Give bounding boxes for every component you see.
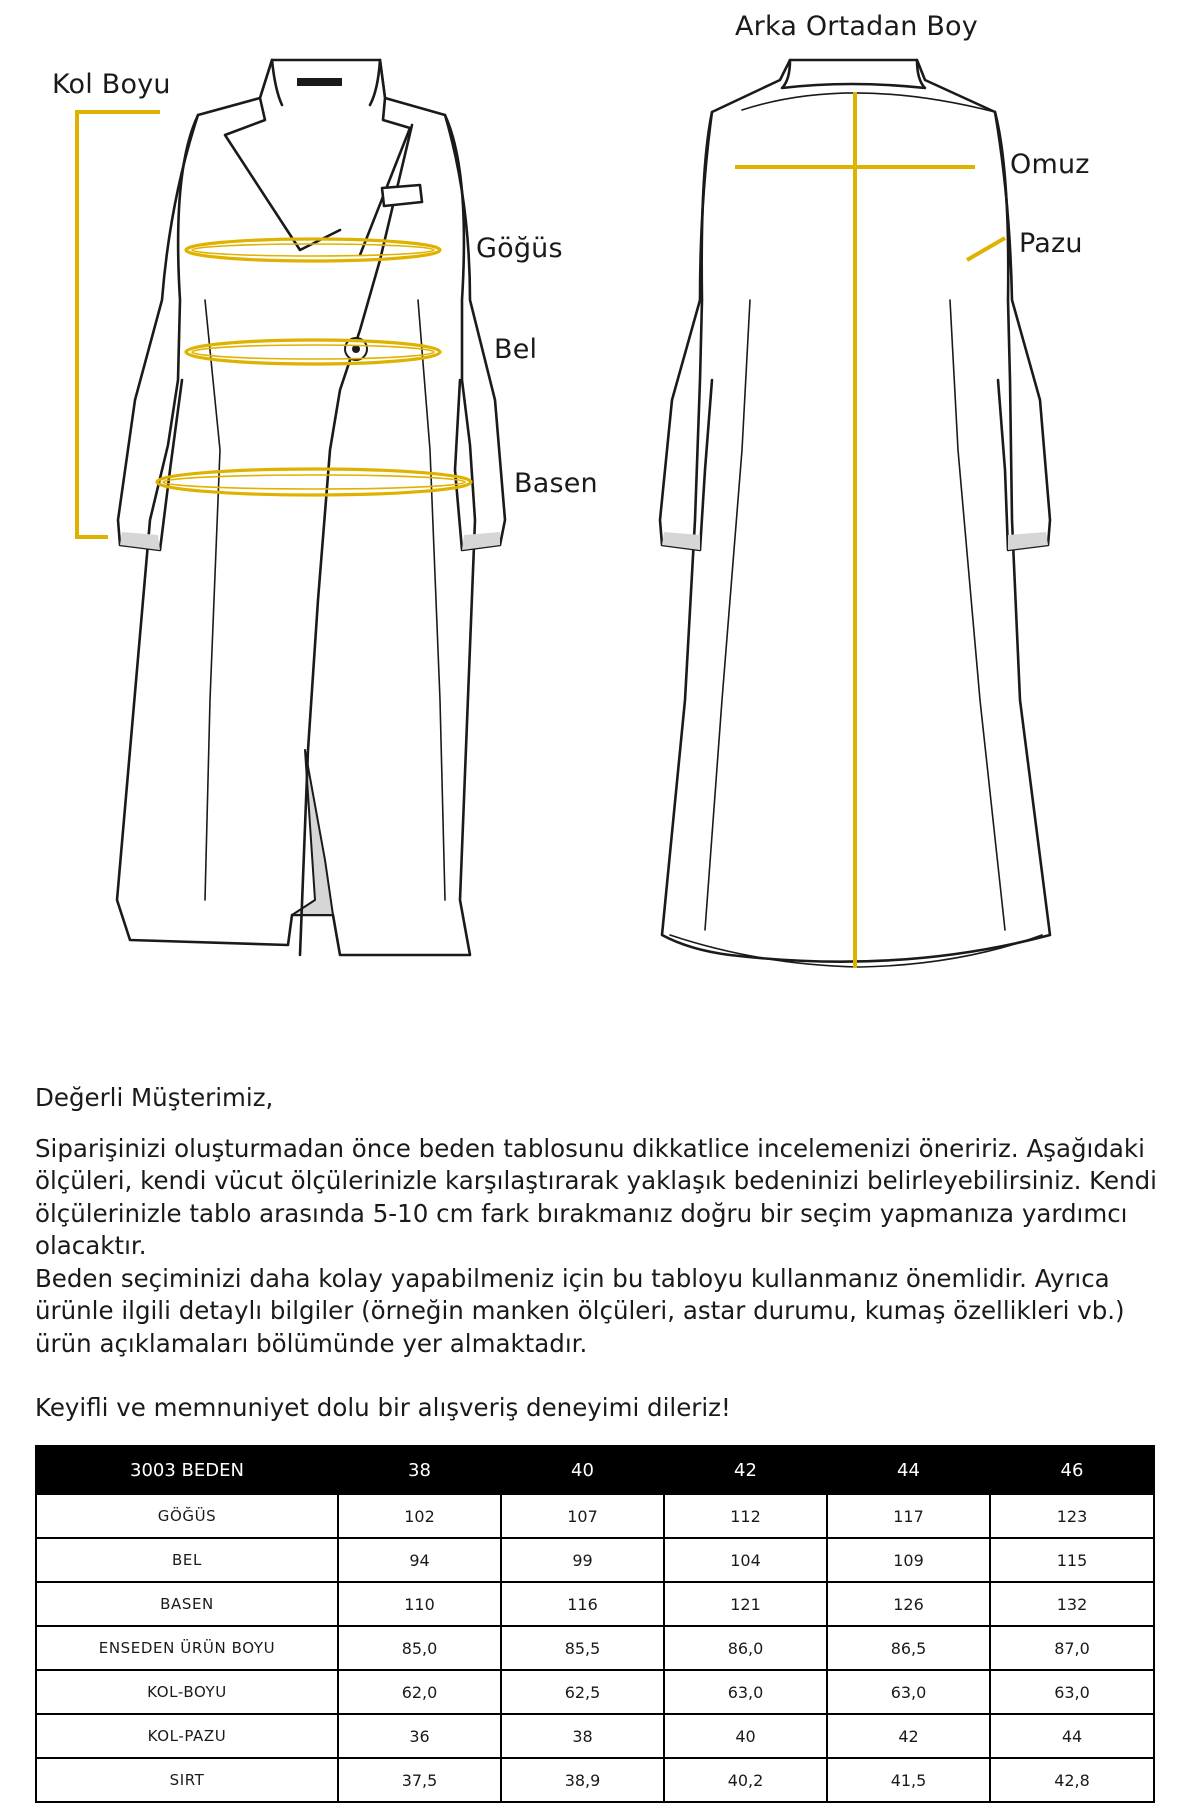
table-cell: 86,0 xyxy=(664,1626,827,1670)
intro-paragraph-2: Beden seçiminizi daha kolay yapabilmeniz için bu tabloyu kullanmanız önemlidir. Ayrıca ürünle ilgili detaylı bilgiler (örneğin manken ölçüleri, astar durumu, kumaş özellikleri vb.) ürün açıklamaları bölümünde yer almaktadır. xyxy=(35,1263,1125,1358)
table-cell: 40 xyxy=(664,1714,827,1758)
header-cell-size-44: 44 xyxy=(827,1446,990,1494)
table-cell: 63,0 xyxy=(827,1670,990,1714)
table-row xyxy=(36,1538,1154,1582)
table-cell: 121 xyxy=(664,1582,827,1626)
front-coat-sketch xyxy=(117,60,505,955)
label-bel: Bel xyxy=(494,334,538,365)
label-arka-ortadan-boy: Arka Ortadan Boy xyxy=(735,11,978,42)
table-cell: 132 xyxy=(990,1582,1154,1626)
header-cell-model: 3003 BEDEN xyxy=(36,1446,338,1494)
greeting-text: Değerli Müşterimiz, xyxy=(35,1083,274,1112)
table-cell: 86,5 xyxy=(827,1626,990,1670)
row-label: BEL xyxy=(36,1538,338,1582)
row-label: BASEN xyxy=(36,1582,338,1626)
table-cell: 41,5 xyxy=(827,1758,990,1802)
table-row xyxy=(36,1670,1154,1714)
customer-message xyxy=(35,1082,1170,1425)
label-gogus: Göğüs xyxy=(476,233,563,264)
label-kol-boyu: Kol Boyu xyxy=(52,69,171,100)
table-cell: 36 xyxy=(338,1714,501,1758)
table-row xyxy=(36,1582,1154,1626)
label-pazu: Pazu xyxy=(1019,228,1083,259)
table-cell: 104 xyxy=(664,1538,827,1582)
table-cell: 115 xyxy=(990,1538,1154,1582)
table-cell: 99 xyxy=(501,1538,664,1582)
table-row xyxy=(36,1758,1154,1802)
table-cell: 63,0 xyxy=(664,1670,827,1714)
size-chart-table xyxy=(35,1445,1155,1803)
table-cell: 123 xyxy=(990,1494,1154,1538)
table-cell: 94 xyxy=(338,1538,501,1582)
table-cell: 37,5 xyxy=(338,1758,501,1802)
table-cell: 38 xyxy=(501,1714,664,1758)
closing-text: Keyifli ve memnuniyet dolu bir alışveriş deneyimi dileriz! xyxy=(35,1393,731,1422)
table-row xyxy=(36,1714,1154,1758)
table-cell: 102 xyxy=(338,1494,501,1538)
table-cell: 110 xyxy=(338,1582,501,1626)
table-cell: 62,5 xyxy=(501,1670,664,1714)
table-cell: 44 xyxy=(990,1714,1154,1758)
table-header-row xyxy=(36,1446,1154,1494)
row-label: KOL-BOYU xyxy=(36,1670,338,1714)
table-cell: 42 xyxy=(827,1714,990,1758)
table-cell: 107 xyxy=(501,1494,664,1538)
table-row xyxy=(36,1626,1154,1670)
row-label: SIRT xyxy=(36,1758,338,1802)
table-cell: 40,2 xyxy=(664,1758,827,1802)
table-row xyxy=(36,1494,1154,1538)
table-cell: 85,0 xyxy=(338,1626,501,1670)
table-cell: 126 xyxy=(827,1582,990,1626)
table-cell: 116 xyxy=(501,1582,664,1626)
label-omuz: Omuz xyxy=(1010,149,1090,180)
table-cell: 117 xyxy=(827,1494,990,1538)
row-label: KOL-PAZU xyxy=(36,1714,338,1758)
table-cell: 62,0 xyxy=(338,1670,501,1714)
row-label: GÖĞÜS xyxy=(36,1494,338,1538)
table-cell: 112 xyxy=(664,1494,827,1538)
table-cell: 42,8 xyxy=(990,1758,1154,1802)
row-label: ENSEDEN ÜRÜN BOYU xyxy=(36,1626,338,1670)
table-cell: 109 xyxy=(827,1538,990,1582)
label-basen: Basen xyxy=(514,468,598,499)
header-cell-size-42: 42 xyxy=(664,1446,827,1494)
table-cell: 87,0 xyxy=(990,1626,1154,1670)
intro-paragraph-1: Siparişinizi oluşturmadan önce beden tablosunu dikkatlice incelemenizi öneririz. Aşağıdaki ölçüleri, kendi vücut ölçülerinizle karşılaştırarak yaklaşık bedeninizi belirleyebilirsiniz. Kendi ölçülerinizle tablo arasında 5-10 cm fark bırakmanız doğru bir seçim yapmanıza yardımcı olacaktır. xyxy=(35,1133,1157,1260)
table-cell: 85,5 xyxy=(501,1626,664,1670)
table-cell: 38,9 xyxy=(501,1758,664,1802)
header-cell-size-46: 46 xyxy=(990,1446,1154,1494)
header-cell-size-40: 40 xyxy=(501,1446,664,1494)
header-cell-size-38: 38 xyxy=(338,1446,501,1494)
table-cell: 63,0 xyxy=(990,1670,1154,1714)
